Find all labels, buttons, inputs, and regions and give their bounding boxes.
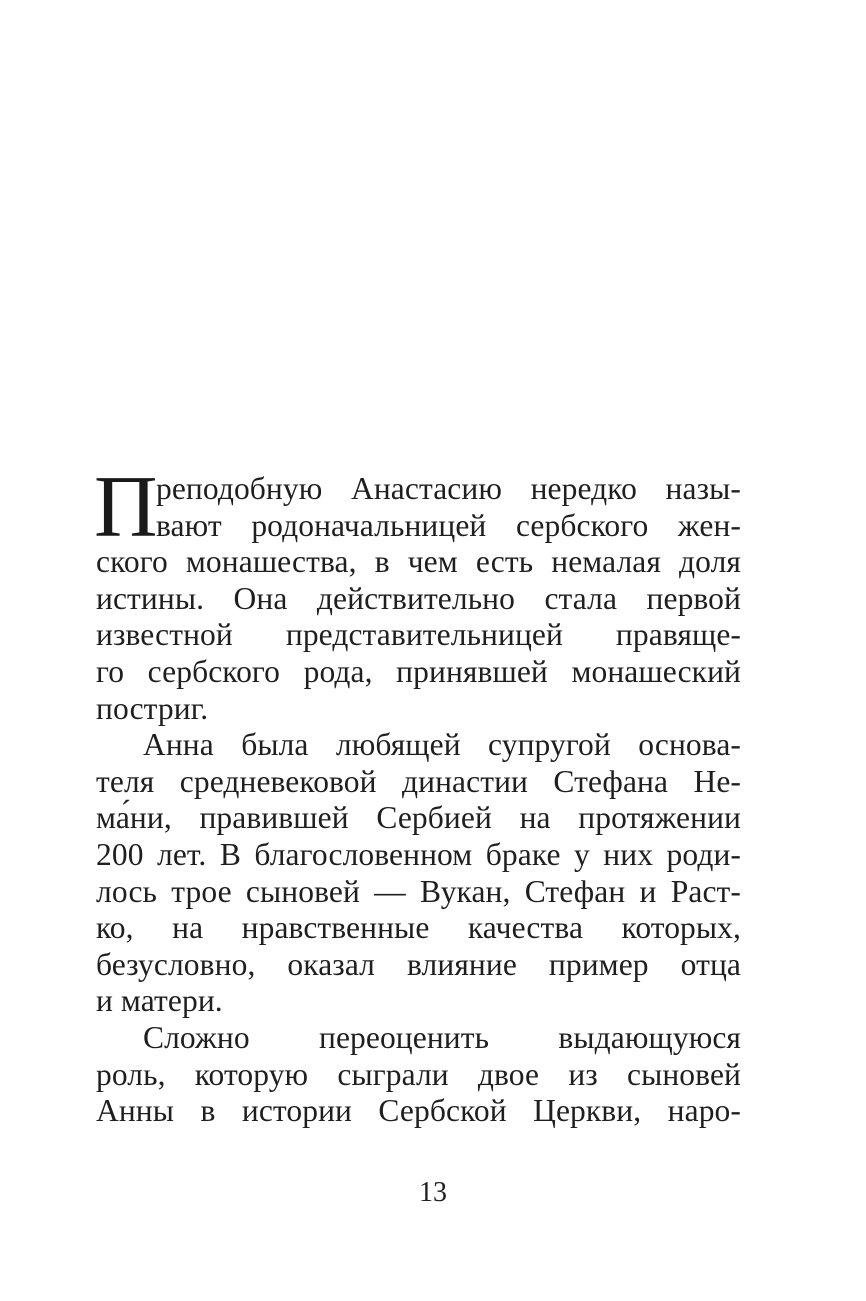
text-line: ма́ни, правившей Сербией на протяжении — [96, 800, 741, 836]
text-line: ко, на нравственные качества которых, — [96, 910, 741, 946]
body-text — [94, 459, 741, 1130]
text-line: 200 лет. В благословенном браке у них роди- — [96, 836, 741, 872]
text-line: теля средневековой династии Стефана Не- — [96, 763, 741, 799]
text-line: ского монашества, в чем есть немалая доля — [96, 544, 741, 580]
text-line: лось трое сыновей — Вукан, Стефан и Раст- — [96, 873, 741, 909]
text-line: истины. Она действительно стала первой — [96, 580, 741, 616]
paragraph-3 — [96, 1020, 741, 1130]
text-line: реподобную Анастасию нередко назы- — [156, 471, 741, 506]
text-line: роль, которую сыграли двое из сыновей — [96, 1056, 741, 1092]
text-line: и матери. — [96, 983, 223, 1019]
text-line: постриг. — [96, 690, 209, 726]
page-number: 13 — [419, 1177, 447, 1208]
paragraph-2 — [96, 727, 741, 1020]
text-line: Анны в истории Сербской Церкви, наро- — [96, 1093, 741, 1129]
text-line: Анна была любящей супругой основа- — [143, 727, 741, 763]
text-line: Сложно переоценить выдающуюся — [143, 1019, 741, 1055]
text-line: безусловно, оказал влияние пример отца — [96, 946, 741, 982]
drop-cap: П — [94, 459, 158, 556]
text-line: го сербского рода, принявшей монашеский — [96, 653, 741, 689]
text-line: известной представительницей правяще- — [96, 617, 741, 653]
paragraph-1 — [94, 459, 741, 727]
text-line: вают родоначальницей сербского жен- — [156, 507, 741, 543]
